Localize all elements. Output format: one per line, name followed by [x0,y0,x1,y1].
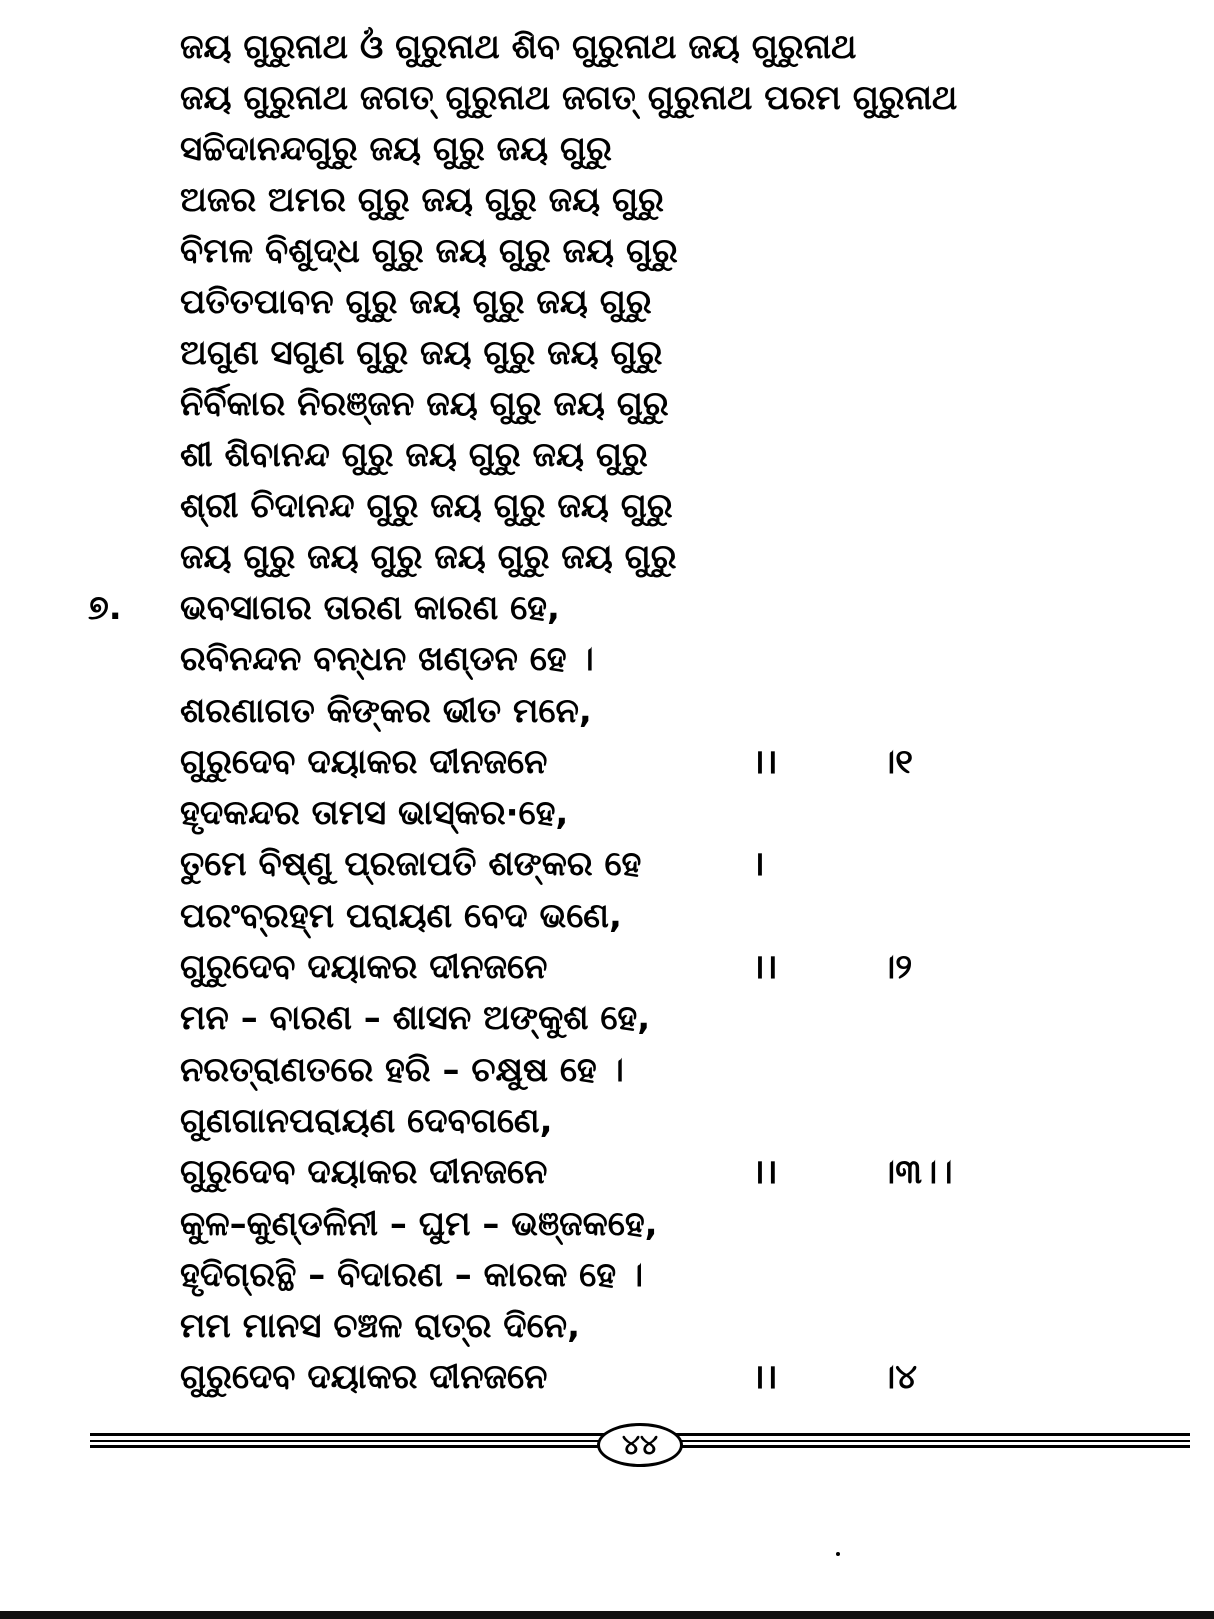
chant-block [180,22,1180,583]
hymn-line [0,1352,1214,1403]
chant-line: ଶ୍ରୀ ଚିଦାନନ୍ଦ ଗୁରୁ ଜୟ ଗୁରୁ ଜୟ ଗୁରୁ [180,486,673,526]
hymn-line [0,686,1214,737]
hymn-line-text: ଗୁରୁଦେବ ଦୟାକର ଦୀନଜନେ [180,741,548,782]
chant-line: ଅଜର ଅମର ଗୁରୁ ଜୟ ଗୁରୁ ଜୟ ଗୁରୁ [180,180,664,220]
hymn-line [0,1301,1214,1352]
hymn-line-text: ଶରଣାଗତ କିଙ୍କର ଭୀତ ମନେ, [180,690,592,731]
hymn-line-text: ତୁମେ ବିଷ୍ଣୁ ପ୍ରଜାପତି ଶଙ୍କର ହେ [180,844,642,885]
hymn-line [0,942,1214,993]
stanza-marker: ।୨ [880,947,913,988]
stanza-marker: ।୧ [880,741,914,782]
hymn-number: ୭. [88,588,122,628]
chant-line: ନିର୍ବିକାର ନିରଞ୍ଜନ ଜୟ ଗୁରୁ ଜୟ ଗୁରୁ [180,384,669,424]
hymn-line [0,839,1214,890]
chant-line: ଜୟ ଗୁରୁନାଥ ଓଁ ଗୁରୁନାଥ ଶିବ ଗୁରୁନାଥ ଜୟ ଗୁରୁନାଥ [180,27,857,67]
hymn-line-text: ହୃଦିଗ୍ରନ୍ଥି – ବିଦାରଣ – କାରକ ହେ । [180,1254,644,1295]
hymn-line-text: ଗୁଣଗାନପରାୟଣ ଦେବଗଣେ, [180,1100,553,1141]
hymn-line-text: ଗୁରୁଦେବ ଦୟାକର ଦୀନଜନେ [180,1152,548,1193]
hymn-line [0,634,1214,685]
refrain-danda: ।। [752,741,778,782]
refrain-danda: । [752,844,765,885]
stanza-marker: ।୪ [880,1357,918,1398]
chant-line: ଶୀ ଶିବାନନ୍ଦ ଗୁରୁ ଜୟ ଗୁରୁ ଜୟ ଗୁରୁ [180,435,648,475]
hymn-line [0,1147,1214,1198]
hymn-line-text: ମନ – ବାରଣ – ଶାସନ ଅଙ୍କୁଶ ହେ, [180,998,651,1039]
scan-bottom-edge [0,1611,1214,1619]
chant-line: ସଚ୍ଚିଦାନନ୍ଦଗୁରୁ ଜୟ ଗୁରୁ ଜୟ ଗୁରୁ [180,129,612,169]
hymn-line-text: ହୃଦକନ୍ଦର ତାମସ ଭାସ୍କର·ହେ, [180,793,569,834]
hymn-line [0,1096,1214,1147]
hymn-line-text: ଗୁରୁଦେବ ଦୟାକର ଦୀନଜନେ [180,947,548,988]
stanza-marker: ।୩।। [880,1152,953,1193]
hymn-line [0,993,1214,1044]
hymn-line-text: ମମ ମାନସ ଚଞ୍ଚଳ ରାତ୍ର ଦିନେ, [180,1306,581,1347]
hymn-line [0,1199,1214,1250]
refrain-danda: ।। [752,1357,778,1398]
scan-speck [836,1552,840,1556]
page-number: ୪୪ [597,1423,683,1467]
hymn-line [0,1045,1214,1096]
chant-line: ପତିତପାବନ ଗୁରୁ ଜୟ ଗୁରୁ ଜୟ ଗୁରୁ [180,282,652,322]
refrain-danda: ।। [752,947,778,988]
refrain-danda: ।। [752,1152,778,1193]
hymn-line-text: ପରଂବ୍ରହ୍ମ ପରାୟଣ ବେଦ ଭଣେ, [180,895,622,936]
hymn-line [0,788,1214,839]
chant-line: ବିମଳ ବିଶୁଦ୍ଧ ଗୁରୁ ଜୟ ଗୁରୁ ଜୟ ଗୁରୁ [180,231,678,271]
hymn-line-text: କୁଳ–କୁଣ୍ଡଳିନୀ – ଘୁମ – ଭଞ୍ଜକହେ, [180,1203,658,1244]
hymn-line-text: ଗୁରୁଦେବ ଦୟାକର ଦୀନଜନେ [180,1357,548,1398]
hymn-line-text: ଭବସାଗର ତାରଣ କାରଣ ହେ, [180,588,560,628]
hymn-line-text: ନରତ୍ରାଣତରେ ହରି – ଚକ୍ଷୁଷ ହେ । [180,1049,624,1090]
hymn-line [0,1250,1214,1301]
hymn-block [0,583,1214,1404]
chant-line: ଅଗୁଣ ସଗୁଣ ଗୁରୁ ଜୟ ଗୁରୁ ଜୟ ଗୁରୁ [180,333,663,373]
chant-line: ଜୟ ଗୁରୁନାଥ ଜଗତ୍ ଗୁରୁନାଥ ଜଗତ୍ ଗୁରୁନାଥ ପରମ ଗୁରୁନାଥ [180,78,958,118]
hymn-line [0,737,1214,788]
hymn-line [0,891,1214,942]
chant-line: ଜୟ ଗୁରୁ ଜୟ ଗୁରୁ ଜୟ ଗୁରୁ ଜୟ ଗୁରୁ [180,537,677,577]
hymn-line [0,583,1214,634]
hymn-line-text: ରବିନନ୍ଦନ ବନ୍ଧନ ଖଣ୍ଡନ ହେ । [180,639,594,680]
